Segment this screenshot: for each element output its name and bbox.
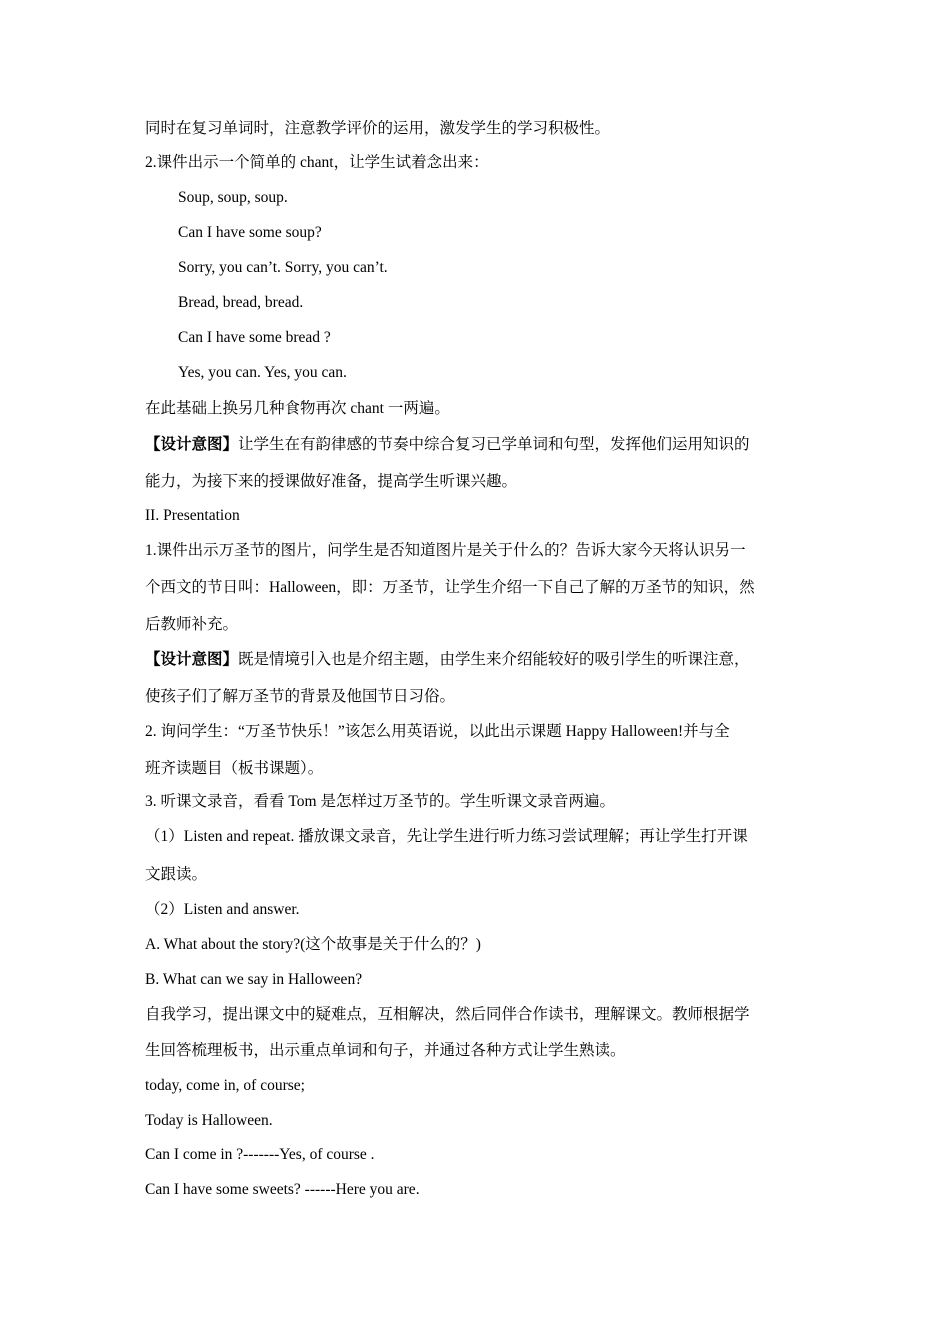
question-line: B. What can we say in Halloween?	[145, 971, 363, 988]
paragraph-line: 1.课件出示万圣节的图片，问学生是否知道图片是关于什么的？告诉大家今天将认识另一	[145, 542, 746, 559]
paragraph-line: （1）Listen and repeat. 播放课文录音，先让学生进行听力练习尝试理解；再让学生打开课	[145, 828, 748, 845]
paragraph-line: 同时在复习单词时，注意教学评价的运用，激发学生的学习积极性。	[145, 120, 611, 137]
section-heading: II. Presentation	[145, 507, 240, 524]
paragraph-line: （2）Listen and answer.	[145, 901, 300, 918]
paragraph-line: 2.课件出示一个简单的 chant，让学生试着念出来：	[145, 154, 489, 171]
paragraph-line: 后教师补充。	[145, 616, 239, 633]
paragraph-line: 生回答梳理板书，出示重点单词和句子，并通过各种方式让学生熟读。	[145, 1042, 626, 1059]
chant-line: Sorry, you can’t. Sorry, you can’t.	[178, 259, 388, 276]
paragraph-line: 在此基础上换另几种食物再次 chant 一两遍。	[145, 400, 450, 417]
sentence-line: Can I have some sweets? ------Here you are.	[145, 1181, 420, 1198]
question-line: A. What about the story?(这个故事是关于什么的？)	[145, 936, 481, 953]
paragraph-line: 班齐读题目（板书课题）。	[145, 760, 324, 777]
design-intent-text: 既是情境引入也是介绍主题，由学生来介绍能较好的吸引学生的听课注意，	[238, 651, 750, 668]
paragraph-line: 2. 询问学生：“万圣节快乐！”该怎么用英语说，以此出示课题 Happy Halloween!并与全	[145, 723, 730, 740]
paragraph-line: 个西文的节日叫：Halloween，即：万圣节，让学生介绍一下自己了解的万圣节的知识，然	[145, 579, 755, 596]
paragraph-line: 自我学习，提出课文中的疑难点，互相解决，然后同伴合作读书，理解课文。教师根据学	[145, 1006, 750, 1023]
design-intent-text: 让学生在有韵律感的节奏中综合复习已学单词和句型，发挥他们运用知识的	[238, 436, 750, 453]
paragraph-line: 3. 听课文录音，看看 Tom 是怎样过万圣节的。学生听课文录音两遍。	[145, 793, 615, 810]
sentence-line: Today is Halloween.	[145, 1112, 273, 1129]
chant-line: Can I have some bread ?	[178, 329, 331, 346]
vocab-line: today, come in, of course;	[145, 1077, 305, 1094]
chant-line: Can I have some soup?	[178, 224, 322, 241]
sentence-line: Can I come in ?-------Yes, of course .	[145, 1146, 375, 1163]
design-intent-label: 【设计意图】	[145, 436, 239, 453]
design-intent-label: 【设计意图】	[145, 651, 239, 668]
paragraph-line: 使孩子们了解万圣节的背景及他国节日习俗。	[145, 688, 456, 705]
chant-line: Yes, you can. Yes, you can.	[178, 364, 347, 381]
design-intent-line	[145, 650, 750, 670]
paragraph-line: 能力，为接下来的授课做好准备，提高学生听课兴趣。	[145, 473, 518, 490]
paragraph-line: 文跟读。	[145, 866, 208, 883]
chant-line: Bread, bread, bread.	[178, 294, 304, 311]
design-intent-line	[145, 435, 750, 455]
chant-line: Soup, soup, soup.	[178, 189, 288, 206]
